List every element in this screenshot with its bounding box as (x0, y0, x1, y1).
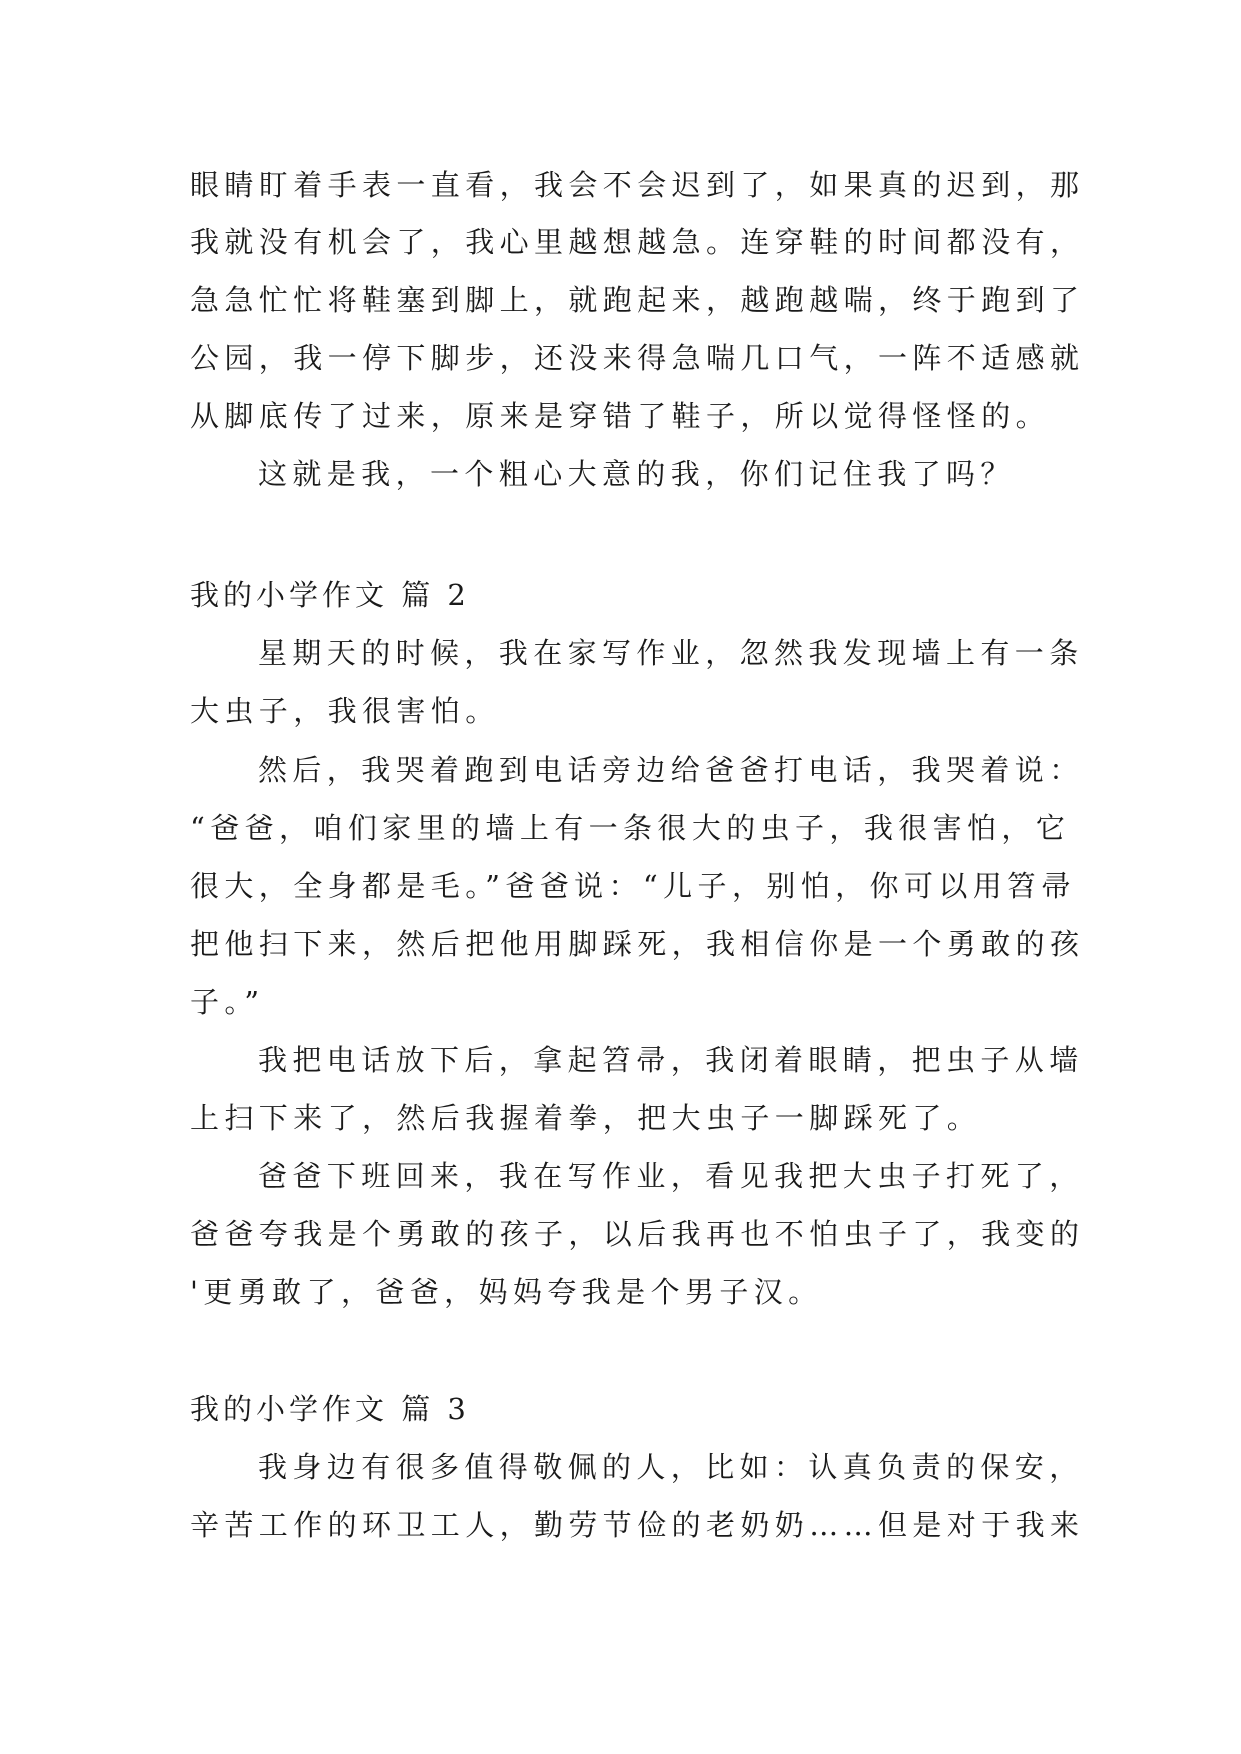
paragraph-line: 然后，我哭着跑到电话旁边给爸爸打电话，我哭着说： (258, 753, 1084, 787)
paragraph-line: 爸爸下班回来，我在写作业，看见我把大虫子打死了， (258, 1159, 1084, 1193)
paragraph-line: 上扫下来了，然后我握着拳，把大虫子一脚踩死了。 (190, 1101, 982, 1135)
paragraph-line: 子。” (190, 985, 265, 1019)
paragraph-line: 大虫子，我很害怕。 (190, 694, 500, 728)
paragraph-line: 我把电话放下后，拿起笤帚，我闭着眼睛，把虫子从墙 (258, 1043, 1084, 1077)
paragraph-line: 爸爸夸我是个勇敢的孩子，以后我再也不怕虫子了，我变的 (190, 1217, 1085, 1251)
paragraph-line: 眼睛盯着手表一直看，我会不会迟到了，如果真的迟到，那 (190, 168, 1085, 202)
paragraph-line: 很大，全身都是毛。”爸爸说：“儿子，别怕，你可以用笤帚 (190, 869, 1076, 903)
paragraph-line: 急急忙忙将鞋塞到脚上，就跑起来，越跑越喘，终于跑到了 (190, 283, 1085, 317)
section-heading: 我的小学作文 篇 2 (190, 578, 470, 612)
paragraph-line: 我就没有机会了，我心里越想越急。连穿鞋的时间都没有， (190, 225, 1085, 259)
paragraph-line: 辛苦工作的环卫工人，勤劳节俭的老奶奶……但是对于我来 (190, 1508, 1085, 1542)
paragraph-line: “爸爸，咱们家里的墙上有一条很大的虫子，我很害怕，它 (190, 811, 1071, 845)
paragraph-line: 我身边有很多值得敬佩的人，比如：认真负责的保安， (258, 1450, 1084, 1484)
paragraph-line: 公园，我一停下脚步，还没来得急喘几口气，一阵不适感就 (190, 341, 1085, 375)
paragraph-line: 这就是我，一个粗心大意的我，你们记住我了吗？ (258, 457, 1015, 491)
paragraph-line: '更勇敢了，爸爸，妈妈夸我是个男子汉。 (190, 1275, 823, 1309)
section-heading: 我的小学作文 篇 3 (190, 1392, 470, 1426)
paragraph-line: 把他扫下来，然后把他用脚踩死，我相信你是一个勇敢的孩 (190, 927, 1085, 961)
paragraph-line: 从脚底传了过来，原来是穿错了鞋子，所以觉得怪怪的。 (190, 399, 1051, 433)
paragraph-line: 星期天的时候，我在家写作业，忽然我发现墙上有一条 (258, 636, 1084, 670)
